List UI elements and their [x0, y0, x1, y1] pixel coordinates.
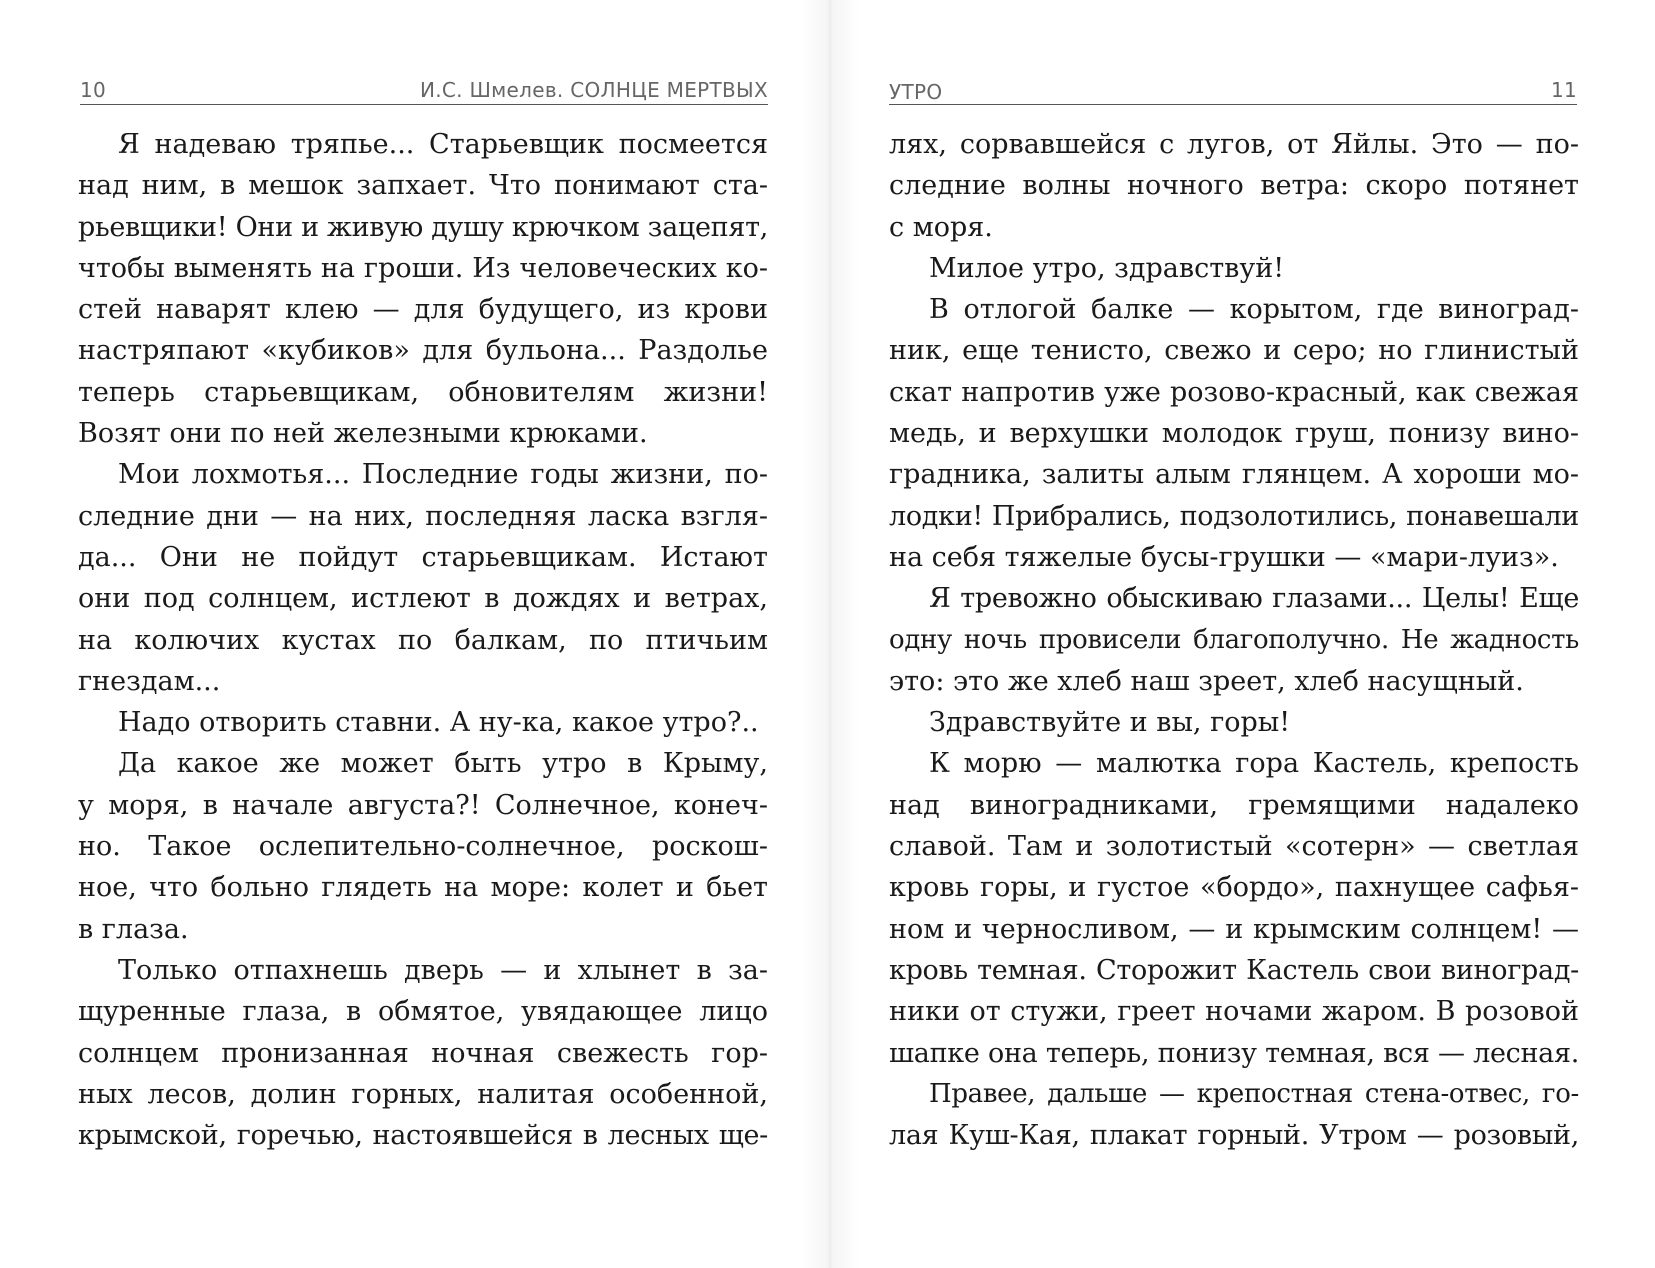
- text-line: лодки! Прибрались, подзолотились, понавешали: [889, 500, 1579, 532]
- text-line: это: это же хлеб наш зреет, хлеб насущный.: [889, 665, 1524, 697]
- text-line: щуренные глаза, в обмятое, увядающее лицо: [78, 996, 768, 1028]
- text-line: Только отпахнешь дверь — и хлынет в за-: [118, 954, 768, 986]
- text-line: лях, сорвавшейся с лугов, от Яйлы. Это — по-: [889, 129, 1579, 160]
- left-running-head: [80, 78, 768, 105]
- right-text-block: [889, 124, 1579, 1156]
- text-line: ное, что больно глядеть на море: колет и бьет: [78, 872, 768, 904]
- text-line: ник, еще тенисто, свежо и серо; но глинистый: [889, 335, 1579, 367]
- text-line: ники от стужи, греет ночами жаром. В розовой: [889, 996, 1579, 1028]
- text-line: у моря, в начале августа?! Солнечное, конеч-: [78, 789, 768, 821]
- text-line: лая Куш-Кая, плакат горный. Утром — розовый,: [889, 1120, 1579, 1152]
- text-line: гнездам...: [78, 665, 221, 697]
- text-line: с моря.: [889, 211, 993, 243]
- text-line: К морю — малютка гора Кастель, крепость: [929, 748, 1579, 780]
- text-line: Правее, дальше — крепостная стена-отвес, го-: [929, 1078, 1579, 1109]
- text-line: на колючих кустах по балкам, по птичьим: [78, 624, 768, 656]
- text-line: чтобы выменять на гроши. Из человеческих ко-: [78, 252, 768, 284]
- text-line: в глаза.: [78, 913, 189, 945]
- left-running-title: И.С. Шмелев. СОЛНЦЕ МЕРТВЫХ: [419, 78, 768, 102]
- right-running-head: [889, 78, 1577, 105]
- text-line: Здравствуйте и вы, горы!: [929, 707, 1291, 739]
- text-line: следние дни — на них, последняя ласка взгля-: [78, 500, 768, 532]
- text-line: медь, и верхушки молодок груш, понизу вино-: [889, 418, 1579, 450]
- right-page: [827, 0, 1655, 1268]
- text-line: солнцем пронизанная ночная свежесть гор-: [78, 1037, 768, 1069]
- text-line: Да какое же может быть утро в Крыму,: [118, 748, 768, 780]
- text-line: Надо отворить ставни. А ну-ка, какое утро?..: [118, 707, 759, 739]
- text-line: градника, залиты алым глянцем. А хороши мо-: [889, 459, 1579, 491]
- text-line: Милое утро, здравствуй!: [929, 252, 1285, 284]
- text-line: одну ночь провисели благополучно. Не жадность: [889, 624, 1579, 655]
- text-line: на себя тяжелые бусы-грушки — «мари-луиз».: [889, 541, 1559, 573]
- text-line: скат напротив уже розово-красный, как свежая: [889, 376, 1579, 408]
- text-line: Мои лохмотья... Последние годы жизни, по-: [118, 459, 768, 491]
- left-page-number: 10: [80, 78, 107, 102]
- text-line: следние волны ночного ветра: скоро потянет: [889, 170, 1579, 202]
- text-line: они под солнцем, истлеют в дождях и ветрах,: [78, 583, 768, 615]
- text-line: над виноградниками, гремящими надалеко: [889, 789, 1579, 821]
- text-line: кровь темная. Сторожит Кастель свои виноград-: [889, 954, 1579, 986]
- text-line: рьевщики! Они и живую душу крючком зацепят,: [78, 211, 768, 243]
- text-line: крымской, горечью, настоявшейся в лесных ще-: [78, 1120, 768, 1152]
- text-line: теперь старьевщикам, обновителям жизни!: [78, 376, 768, 408]
- text-line: В отлогой балке — корытом, где виноград-: [929, 294, 1579, 326]
- text-line: Возят они по ней железными крюками.: [78, 418, 648, 450]
- text-line: но. Такое ослепительно-солнечное, роскош-: [78, 831, 768, 863]
- text-line: да... Они не пойдут старьевщикам. Истают: [78, 541, 768, 573]
- text-line: ном и черносливом, — и крымским солнцем! —: [889, 913, 1579, 945]
- text-line: Я тревожно обыскиваю глазами... Целы! Еще: [929, 583, 1579, 615]
- text-line: славой. Там и золотистый «сотерн» — светлая: [889, 831, 1579, 863]
- text-line: над ним, в мешок запхает. Что понимают ста-: [78, 170, 768, 202]
- right-page-number: 11: [1550, 78, 1577, 102]
- left-page: [0, 0, 827, 1268]
- text-line: Я надеваю тряпье... Старьевщик посмеется: [118, 129, 768, 160]
- text-line: кровь горы, и густое «бордо», пахнущее сафья-: [889, 872, 1579, 904]
- text-line: шапке она теперь, понизу темная, вся — лесная.: [889, 1037, 1579, 1069]
- text-line: стей наварят клею — для будущего, из крови: [78, 294, 768, 326]
- text-line: ных лесов, долин горных, налитая особенной,: [78, 1078, 768, 1110]
- text-line: настряпают «кубиков» для бульона... Раздолье: [78, 335, 768, 367]
- left-text-block: [78, 124, 768, 1156]
- right-running-title: УТРО: [889, 80, 943, 104]
